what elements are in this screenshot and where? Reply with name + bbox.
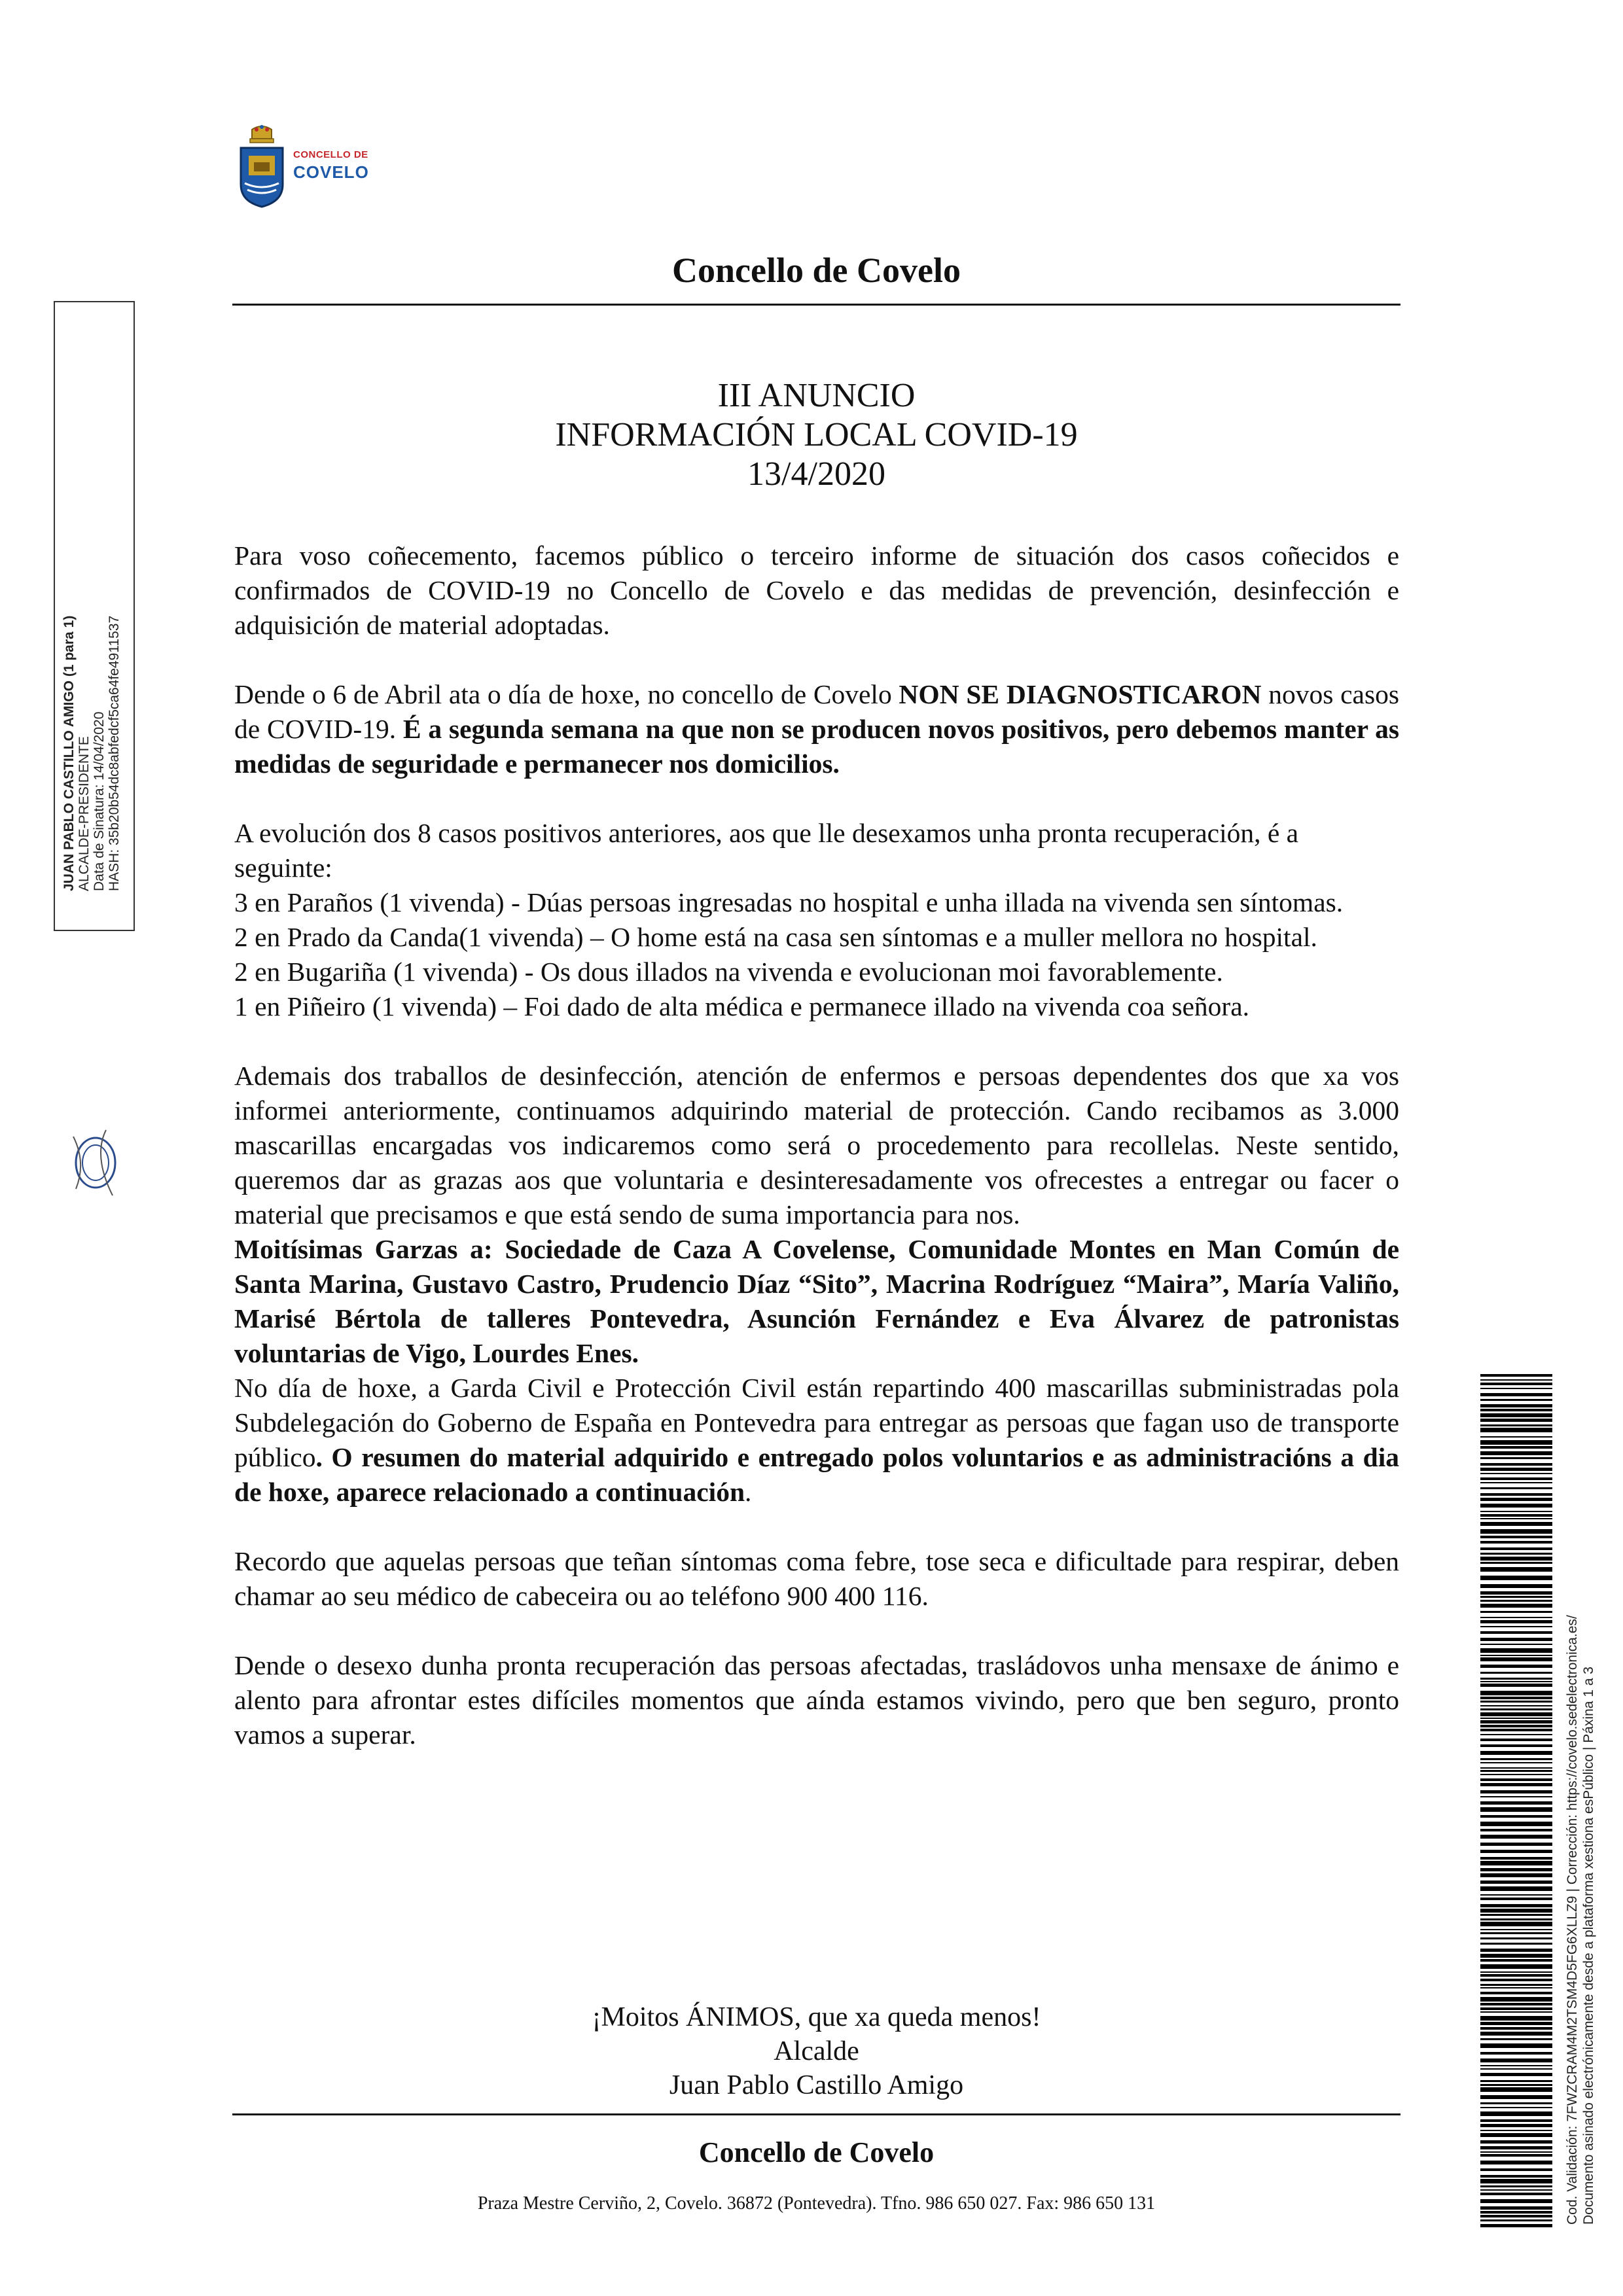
- evolution-intro: A evolución dos 8 casos positivos anteriores, aos que lle desexamos unha pronta recuperación, é a seguinte:: [234, 818, 1299, 883]
- logo-text-small: CONCELLO DE: [293, 149, 368, 160]
- status-paragraph: [234, 677, 1399, 781]
- footer-title: Concello de Covelo: [698, 2136, 935, 2168]
- symptoms-paragraph: Recordo que aquelas persoas que teñan síntomas coma febre, tose seca e dificultade para respirar, deben chamar ao seu médico de cabeceira ou ao teléfono 900 400 116.: [234, 1546, 1399, 1611]
- logo-text-large: COVELO: [293, 162, 369, 182]
- validation-code: Cod. Validación: 7FWZCRAM4M2TSM4D5FG6XLLZ9 | Corrección: https://covelo.sedelectronica.es/: [1565, 1615, 1580, 2225]
- signature-box: [54, 301, 135, 931]
- signer-role: Alcalde: [774, 2036, 859, 2066]
- signature-text: [62, 237, 122, 891]
- closing-block: [232, 2000, 1400, 2102]
- measures-paragraph: Ademais dos traballos de desinfección, atención de enfermos e persoas dependentes dos que xa vos informei anteriormente, continuamos adquirindo material de protección. Cando recibamos as 3.000 mascarillas encargadas vos indicaremos como será o procedemento para recollelas. Neste sentido, queremos dar as grazas aos que voluntaria e desinteresadamente vos ofrecestes a entregar ou facer o material que precisamos e que está sendo de suma importancia para nos.: [234, 1061, 1399, 1229]
- encouragement-paragraph: Dende o desexo dunha pronta recuperación das persoas afectadas, trasládovos unha mensaxe de ánimo e alento para afrontar estes difíciles momentos que aínda estamos vivindo, pero que ben seguro, pronto vamos a superar.: [234, 1650, 1399, 1750]
- distribution-paragraph: [234, 1371, 1399, 1510]
- signature-date: Data de Sinatura: 14/04/2020: [92, 711, 107, 891]
- concello-logo: [236, 124, 393, 209]
- status-text: Dende o 6 de Abril ata o día de hoxe, no concello de Covelo: [234, 679, 899, 709]
- validation-text: [1564, 1374, 1597, 2225]
- case-item: 2 en Bugariña (1 vivenda) - Os dous illados na vivenda e evolucionan moi favorablemente.: [234, 957, 1223, 987]
- distribution-period: .: [745, 1477, 752, 1507]
- footer-address: Praza Mestre Cerviño, 2, Covelo. 36872 (Pontevedra). Tfno. 986 650 027. Fax: 986 650 131: [477, 2193, 1156, 2214]
- announcement-number: III ANUNCIO: [717, 377, 916, 414]
- document-body: [234, 539, 1399, 1752]
- seal-stamp-icon: [67, 1123, 124, 1202]
- barcode-icon: [1480, 1374, 1552, 2231]
- signature-hash: HASH: 35b20b54dc8abfedcf5ca64fe4911537: [107, 615, 122, 891]
- status-bold-note: É a segunda semana na que non se producen novos positivos, pero debemos manter as medidas de seguridade e permanecer nos domicilios.: [234, 714, 1399, 779]
- status-highlight: NON SE DIAGNOSTICARON: [899, 679, 1262, 709]
- case-item: 1 en Piñeiro (1 vivenda) – Foi dado de alta médica e permanece illado na vivenda coa señora.: [234, 991, 1250, 1021]
- intro-paragraph: Para voso coñecemento, facemos público o terceiro informe de situación dos casos coñecidos e confirmados de COVID-19 no Concello de Covelo e das medidas de prevención, desinfección e adquisición de material adoptadas.: [234, 540, 1399, 640]
- coat-of-arms-icon: [236, 124, 288, 209]
- signer-line: JUAN PABLO CASTILLO AMIGO (1 para 1): [62, 615, 77, 891]
- distribution-bold: . O resumen do material adquirido e entregado polos voluntarios e as administracións a dia de hoxe, aparece relacionado a continuación: [234, 1442, 1399, 1507]
- closing-motto: ¡Moitos ÁNIMOS, que xa queda menos!: [592, 2002, 1041, 2032]
- signer-position: ALCALDE-PRESIDENTE: [77, 736, 92, 891]
- signer-name: Juan Pablo Castillo Amigo: [669, 2070, 964, 2100]
- validation-platform: Documento asinado electrónicamente desde a plataforma xestiona esPúblico | Páxina 1 a 3: [1581, 1667, 1596, 2225]
- distribution-text: No día de hoxe, a Garda Civil e Protección Civil están repartindo 400 mascarillas subministradas pola Subdelegación do Goberno de España en Pontevedra para entregar as persoas que fagan uso de transporte público: [234, 1373, 1399, 1472]
- header-title: Concello de Covelo: [672, 251, 961, 290]
- thanks-text: Moitísimas Garzas a: Sociedade de Caza A Covelense, Comunidade Montes en Man Común de Santa Marina, Gustavo Castro, Prudencio Díaz “Sito”, Macrina Rodríguez “Maira”, María Valiño, Marisé Bértola de talleres Pontevedra, Asunción Fernández e Eva Álvarez de patronistas voluntarias de Vigo, Lourdes Enes.: [234, 1234, 1399, 1368]
- status-text-2: novos casos de COVID-19.: [234, 679, 1399, 744]
- footer-rule: [232, 2113, 1400, 2115]
- header-rule: [232, 304, 1400, 306]
- thanks-paragraph: [234, 1232, 1399, 1371]
- announcement-heading: [232, 376, 1400, 494]
- announcement-subject: INFORMACIÓN LOCAL COVID-19: [555, 416, 1078, 453]
- case-item: 2 en Prado da Canda(1 vivenda) – O home está na casa sen síntomas e a muller mellora no hospital.: [234, 922, 1317, 952]
- announcement-date: 13/4/2020: [747, 455, 885, 493]
- case-item: 3 en Paraños (1 vivenda) - Dúas persoas ingresadas no hospital e unha illada na vivenda sen síntomas.: [234, 887, 1344, 917]
